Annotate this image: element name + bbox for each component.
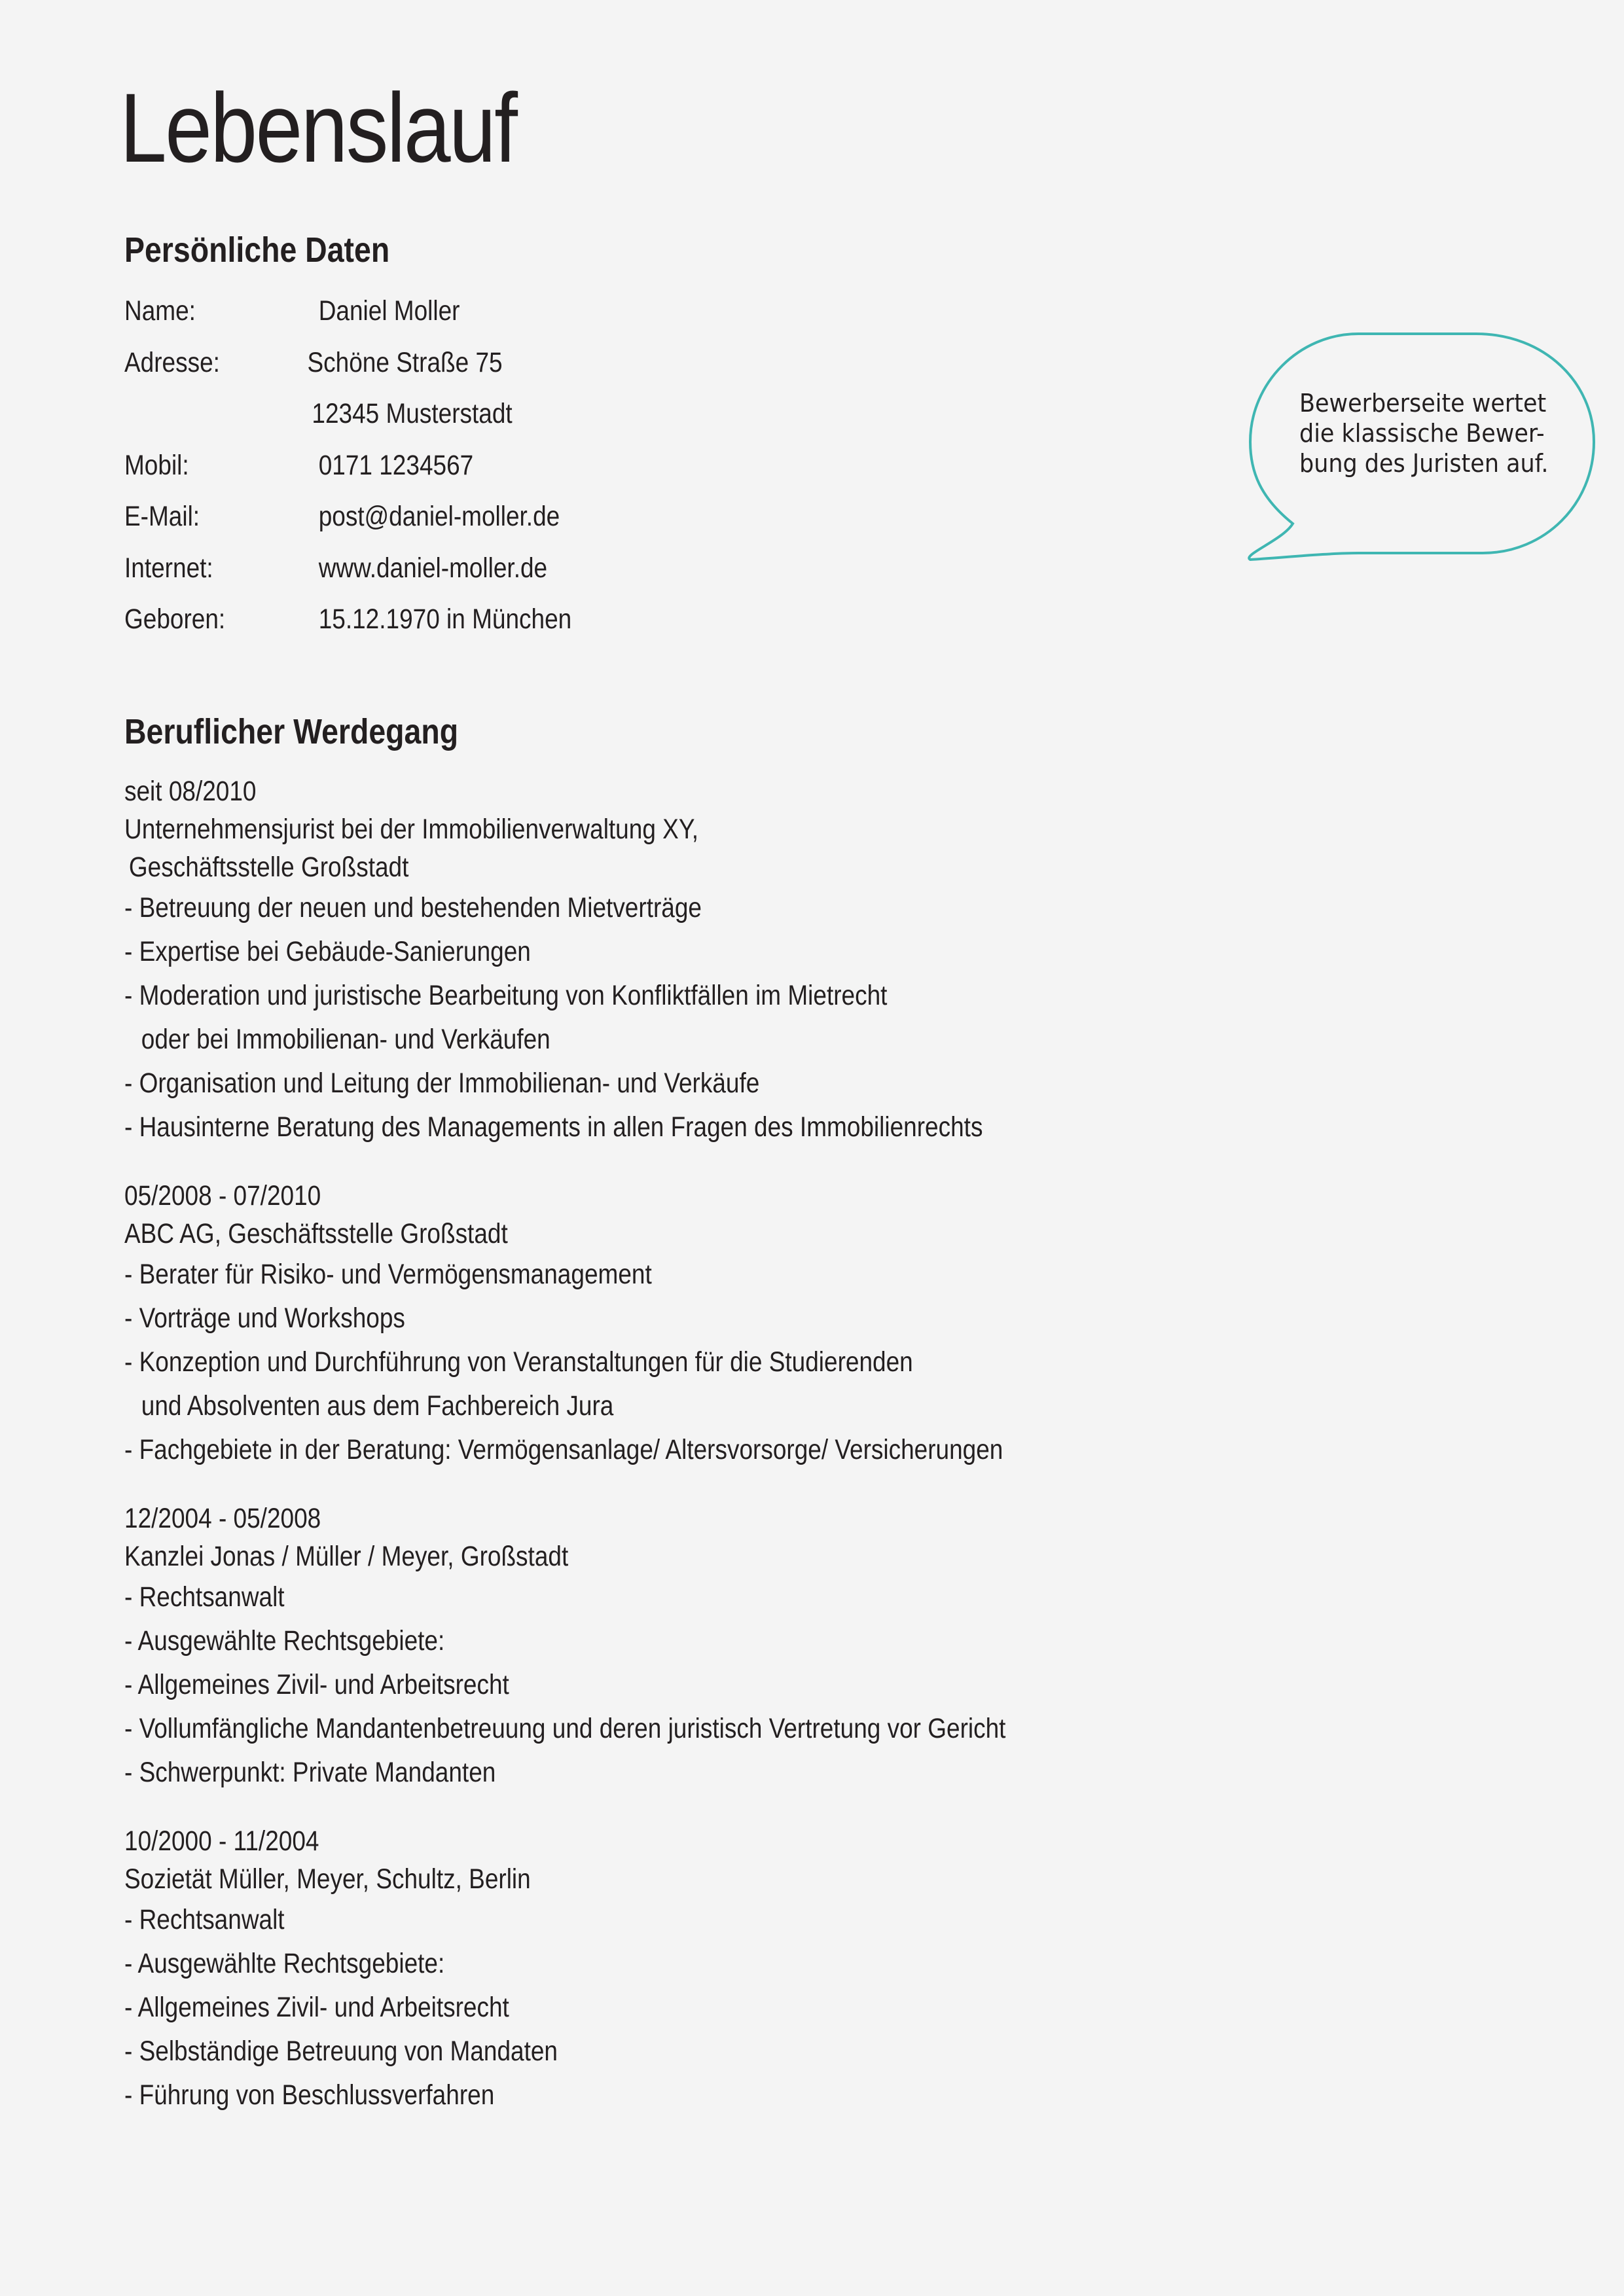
job-employer-line: Kanzlei Jonas / Müller / Meyer, Großstadt [124,1541,569,1572]
personal-row-mobile [124,440,571,492]
callout-line: Bewerberseite wertet [1299,389,1547,418]
job-duty: - Hausinterne Beratung des Managements in allen Fragen des Immobilienrechts [124,1111,983,1143]
page-title: Lebenslauf [120,73,516,183]
job-date: seit 08/2010 [124,776,257,807]
job-duty: - Vorträge und Workshops [124,1302,405,1334]
personal-row-internet [124,543,571,594]
personal-row-address-city [124,388,571,440]
callout-line: bung des Juristen auf. [1299,449,1549,478]
job-duty: - Ausgewählte Rechtsgebiete: [124,1948,445,1979]
personal-value: 12345 Musterstadt [312,398,513,429]
personal-value: Schöne Straße 75 [307,346,503,378]
job-duty: - Betreuung der neuen und bestehenden Mietverträge [124,892,702,924]
job-duty: - Fachgebiete in der Beratung: Vermögensanlage/ Altersvorsorge/ Versicherungen [124,1434,1003,1465]
job-duty: - Selbständige Betreuung von Mandaten [124,2036,558,2067]
personal-row-email [124,491,571,543]
personal-value: Daniel Moller [318,295,460,327]
job-employer-line: Sozietät Müller, Meyer, Schultz, Berlin [124,1863,531,1895]
callout-text [1299,388,1549,478]
job-duties [124,1898,1005,2117]
job-duties [124,1575,1005,1795]
job-date: 12/2004 - 05/2008 [124,1503,321,1534]
job-entry [124,772,1005,1149]
job-entry [124,1177,1005,1472]
job-duty: - Führung von Beschlussverfahren [124,2079,495,2111]
personal-label: Adresse: [124,346,220,378]
personal-label: E-Mail: [124,501,200,532]
job-employer [124,1537,1005,1575]
job-employer-line: ABC AG, Geschäftsstelle Großstadt [124,1218,508,1249]
job-date: 10/2000 - 11/2004 [124,1825,319,1857]
personal-label [124,388,308,440]
job-duties [124,1253,1005,1472]
job-duty: - Allgemeines Zivil- und Arbeitsrecht [124,1992,509,2023]
job-duties [124,886,1005,1149]
job-duty: - Schwerpunkt: Private Mandanten [124,1757,496,1788]
job-duty: - Organisation und Leitung der Immobilienan- und Verkäufe [124,1067,760,1099]
job-employer-line: Geschäftsstelle Großstadt [128,852,409,883]
personal-data-heading: Persönliche Daten [124,230,390,270]
job-duty: - Konzeption und Durchführung von Veranstaltungen für die Studierenden und Absolventen aus dem Fachbereich Jura [124,1346,913,1422]
job-duty: - Expertise bei Gebäude-Sanierungen [124,936,531,967]
personal-label: Internet: [124,552,213,584]
job-duty: - Berater für Risiko- und Vermögensmanagement [124,1259,652,1290]
personal-label: Mobil: [124,449,189,481]
personal-row-birth [124,594,571,645]
personal-value: 0171 1234567 [318,449,474,481]
job-employer [124,810,1005,886]
job-employer [124,1215,1005,1253]
personal-value: post@daniel-moller.de [318,501,560,532]
career-list [124,772,1005,2145]
job-duty: - Vollumfängliche Mandantenbetreuung und deren juristisch Vertretung vor Gericht [124,1713,1006,1744]
job-employer-line: Unternehmensjurist bei der Immobilienverwaltung XY, [124,814,698,845]
job-date: 05/2008 - 07/2010 [124,1180,321,1211]
career-heading: Beruflicher Werdegang [124,712,459,751]
job-duty: - Ausgewählte Rechtsgebiete: [124,1625,445,1657]
job-entry [124,1499,1005,1795]
callout-line: die klassische Bewer- [1299,419,1545,448]
personal-value: 15.12.1970 in München [318,603,572,635]
personal-row-address [124,337,571,389]
personal-label: Geboren: [124,603,226,635]
job-employer [124,1860,1005,1898]
job-entry [124,1822,1005,2117]
job-duty: - Rechtsanwalt [124,1581,285,1613]
job-duty: - Moderation und juristische Bearbeitung von Konfliktfällen im Mietrecht oder bei Immobilienan- und Verkäufen [124,980,888,1055]
job-duty: - Allgemeines Zivil- und Arbeitsrecht [124,1669,509,1700]
personal-row-name [124,285,571,337]
job-duty: - Rechtsanwalt [124,1904,285,1935]
personal-value: www.daniel-moller.de [318,552,548,584]
personal-label: Name: [124,295,196,327]
personal-data-list [124,285,571,645]
